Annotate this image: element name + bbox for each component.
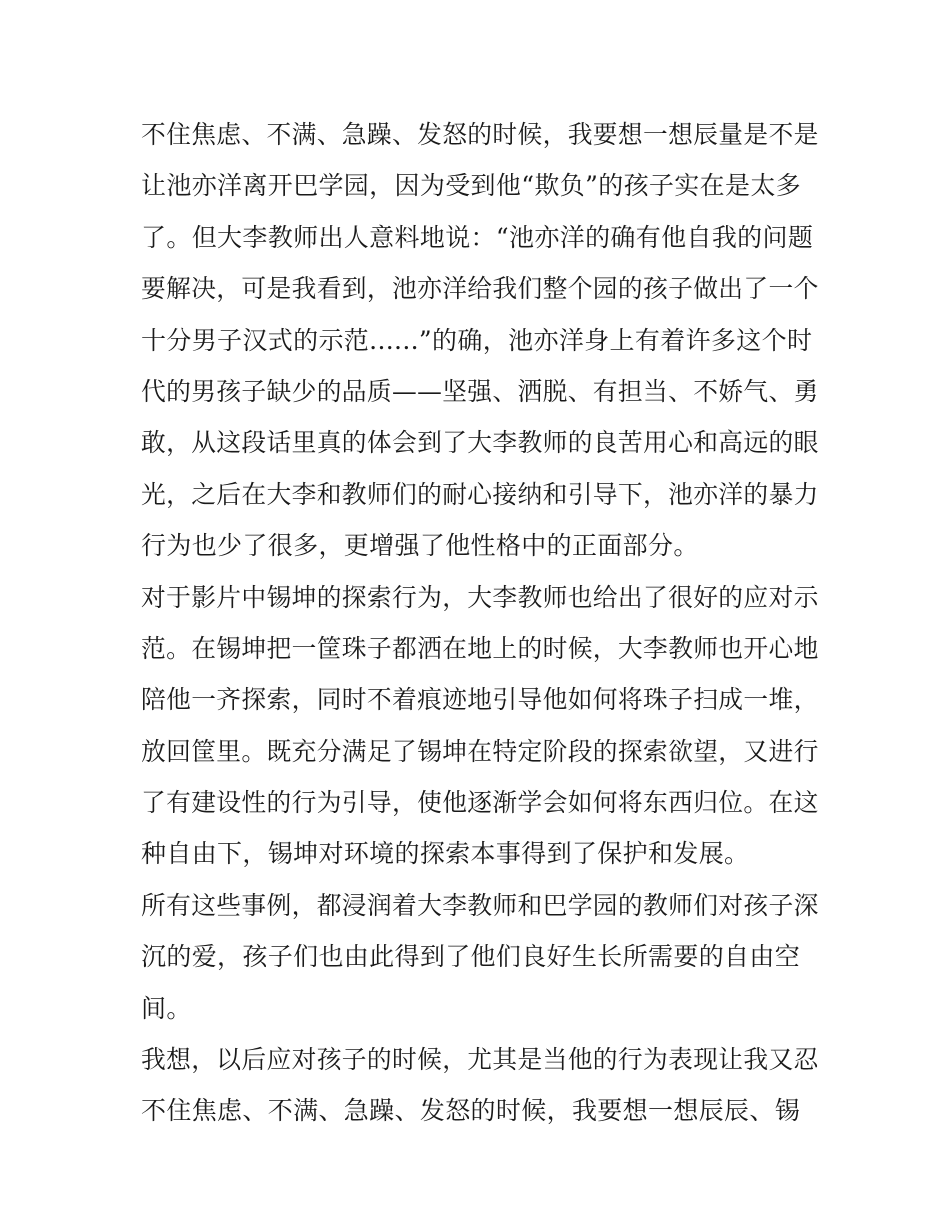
text-line: 所有这些事例，都浸润着大李教师和巴学园的教师们对孩子深	[141, 890, 819, 920]
document-text-body	[141, 109, 821, 1137]
text-line: 了。但大李教师出人意料地说：“池亦洋的确有他自我的问题	[141, 222, 814, 252]
text-line: 不住焦虑、不满、急躁、发怒的时候，我要想一想辰辰、锡	[141, 1096, 801, 1126]
text-line: 放回筐里。既充分满足了锡坤在特定阶段的探索欲望，又进行	[141, 736, 819, 766]
text-line: 我想，以后应对孩子的时候，尤其是当他的行为表现让我又忍	[141, 1045, 819, 1075]
text-line: 让池亦洋离开巴学园，因为受到他“欺负”的孩子实在是太多	[141, 171, 802, 201]
text-line: 了有建设性的行为引导，使他逐渐学会如何将东西归位。在这	[141, 788, 819, 818]
text-line: 敢，从这段话里真的体会到了大李教师的良苦用心和高远的眼	[141, 428, 819, 458]
text-line: 要解决，可是我看到，池亦洋给我们整个园的孩子做出了一个	[141, 274, 819, 304]
text-line: 不住焦虑、不满、急躁、发怒的时候，我要想一想辰量是不是	[141, 120, 819, 149]
text-line: 间。	[141, 993, 192, 1023]
text-line: 范。在锡坤把一筐珠子都洒在地上的时候，大李教师也开心地	[141, 633, 819, 663]
text-line: 种自由下，锡坤对环境的探索本事得到了保护和发展。	[141, 839, 750, 869]
text-line: 十分男子汉式的示范......”的确，池亦洋身上有着许多这个时	[141, 325, 813, 355]
text-line: 行为也少了很多，更增强了他性格中的正面部分。	[141, 531, 699, 561]
text-line: 沉的爱，孩子们也由此得到了他们良好生长所需要的自由空	[141, 942, 801, 972]
text-line: 陪他一齐探索，同时不着痕迹地引导他如何将珠子扫成一堆，	[141, 685, 819, 715]
text-line: 对于影片中锡坤的探索行为，大李教师也给出了很好的应对示	[141, 582, 819, 612]
text-line: 光，之后在大李和教师们的耐心接纳和引导下，池亦洋的暴力	[141, 479, 819, 509]
text-line: 代的男孩子缺少的品质——坚强、洒脱、有担当、不娇气、勇	[141, 376, 819, 406]
